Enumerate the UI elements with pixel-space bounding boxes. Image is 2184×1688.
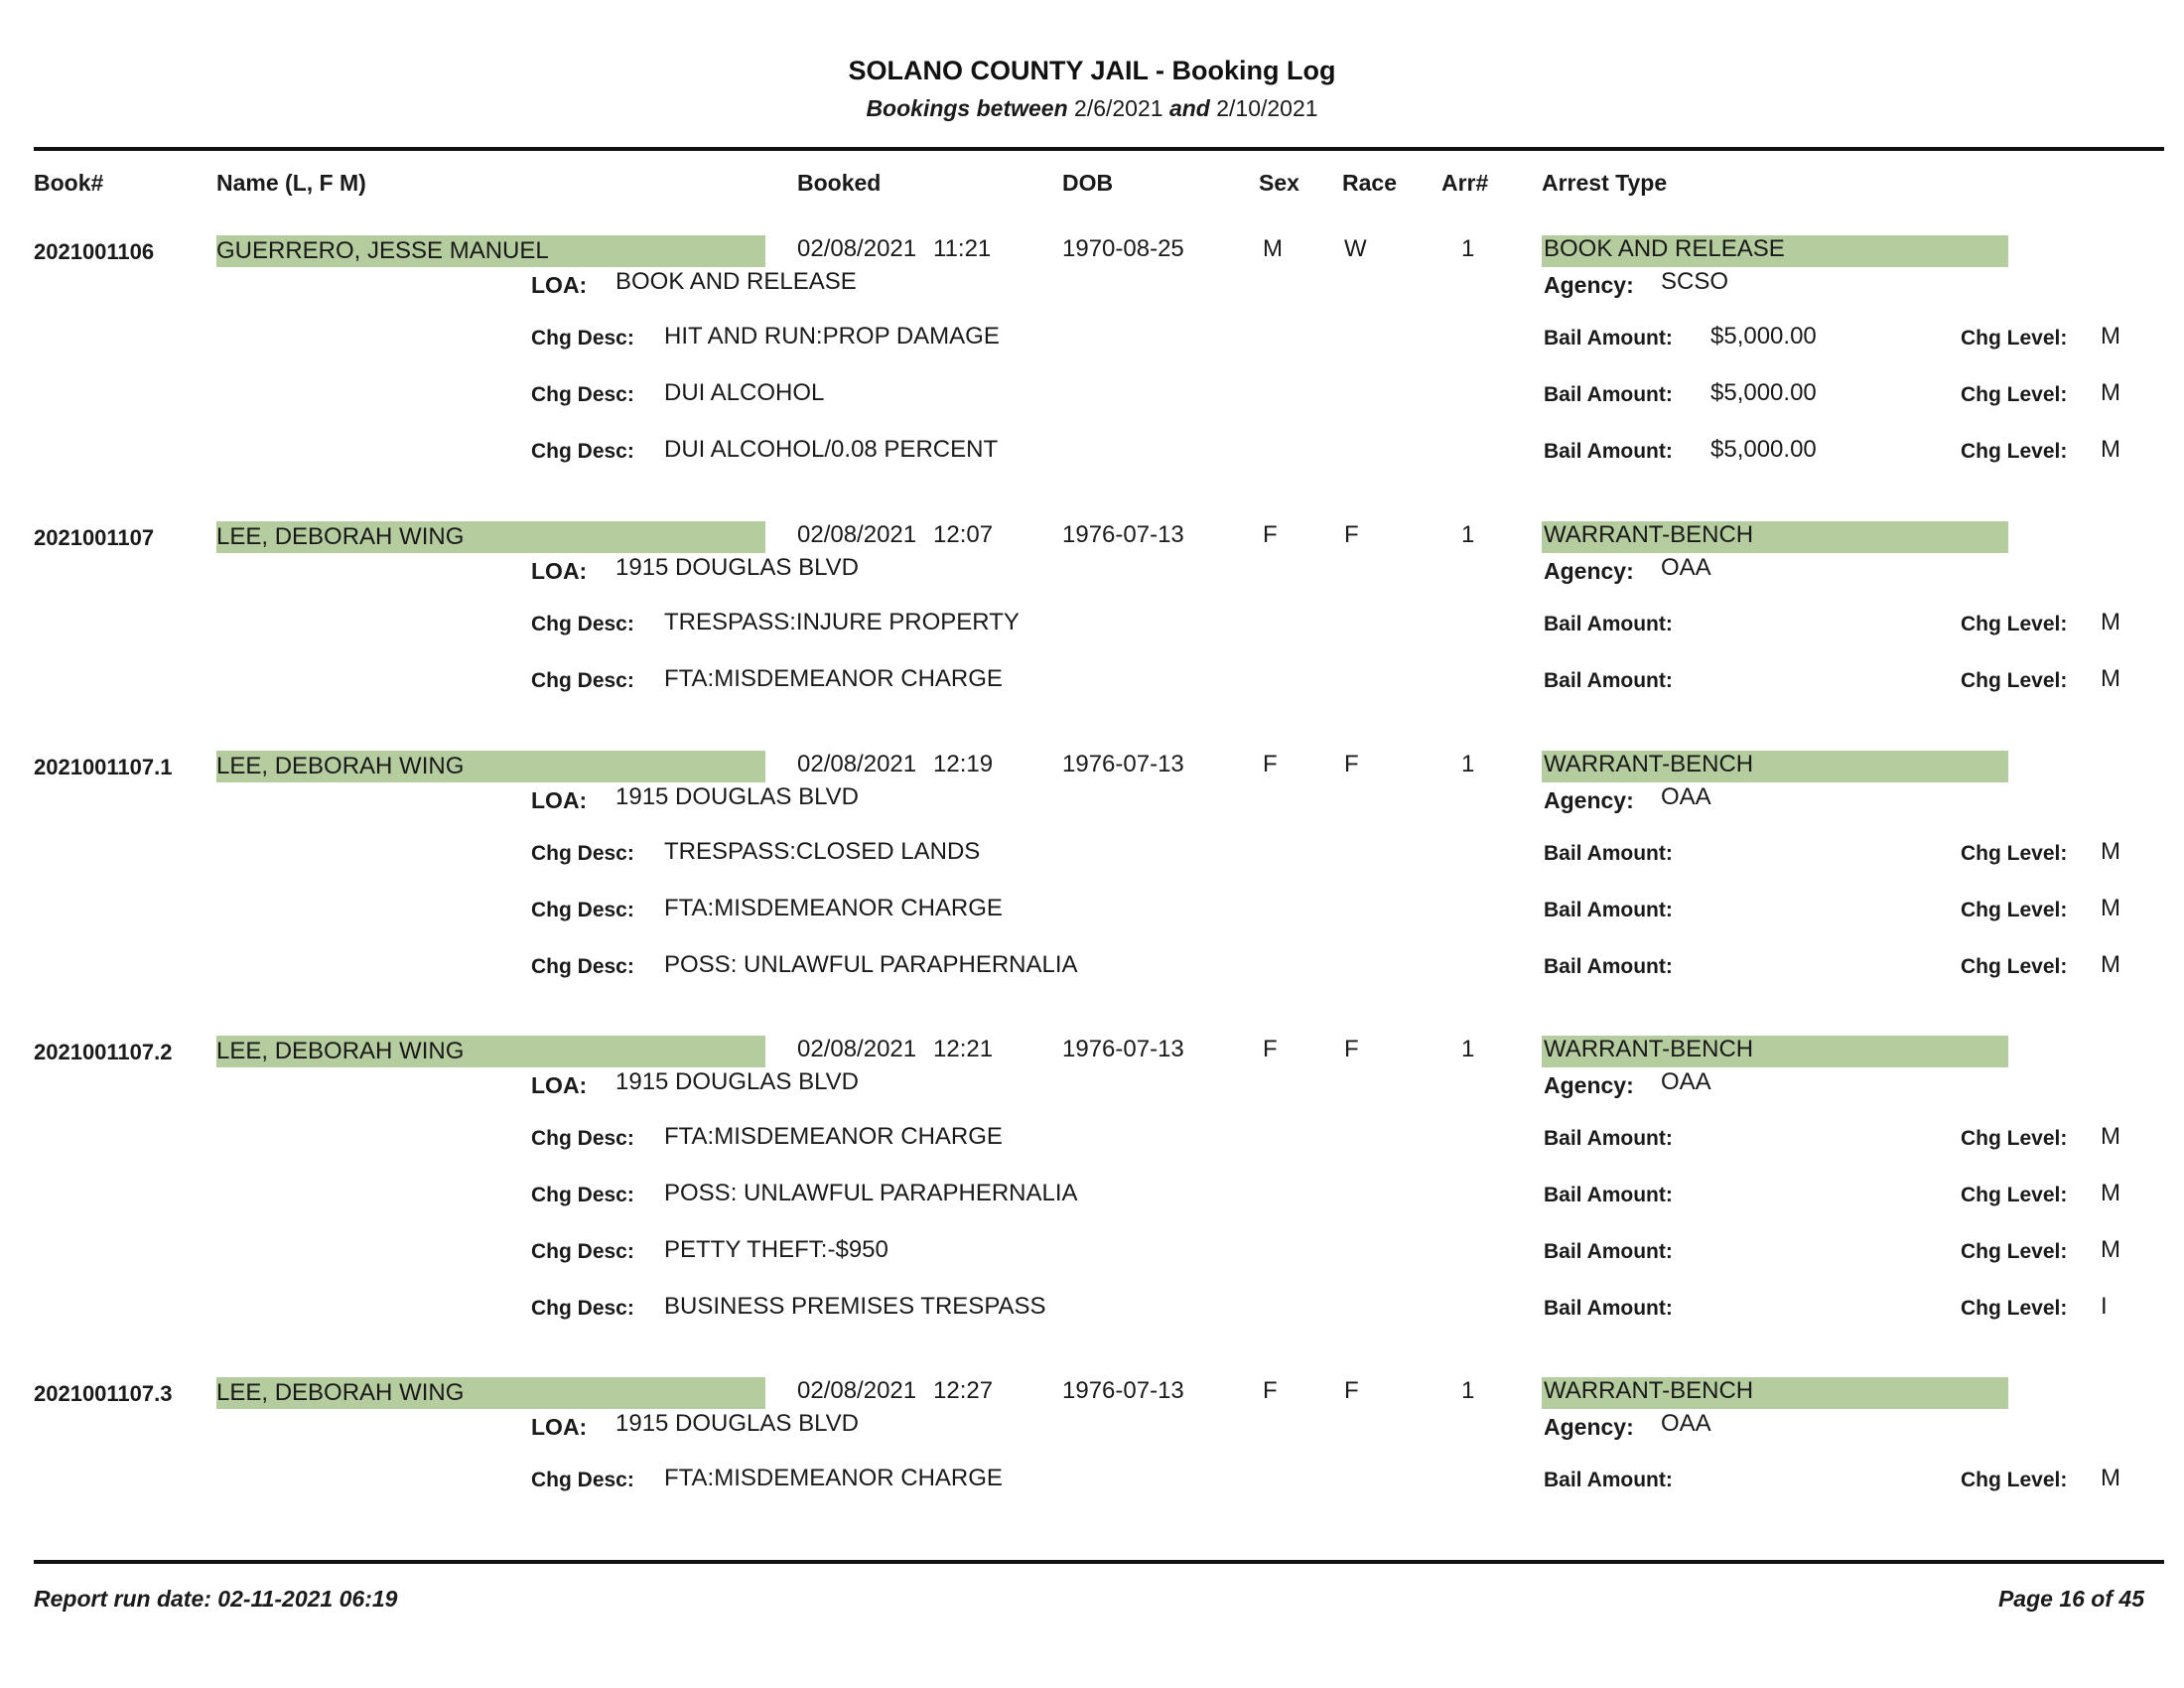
charge-desc-label: Chg Desc: [531, 440, 634, 463]
charge-level-label: Chg Level: [1961, 1184, 2068, 1206]
loa-value: 1915 DOUGLAS BLVD [615, 1410, 860, 1437]
sex: F [1263, 1036, 1278, 1062]
agency-label: Agency: [1544, 1414, 1634, 1440]
charge-level-label: Chg Level: [1961, 613, 2068, 635]
loa-label: LOA: [531, 787, 588, 813]
loa-label: LOA: [531, 1414, 588, 1440]
charge-level: M [2101, 436, 2120, 463]
bail-amount-label: Bail Amount: [1544, 1469, 1673, 1491]
inmate-name: GUERRERO, JESSE MANUEL [216, 237, 549, 264]
bail-amount-label: Bail Amount: [1544, 613, 1673, 635]
booked-date: 02/08/2021 [797, 235, 917, 262]
charge-row [0, 323, 2184, 350]
charge-level-label: Chg Level: [1961, 440, 2068, 463]
bail-amount-label: Bail Amount: [1544, 327, 1673, 350]
header-rule [34, 147, 2164, 151]
booked-time: 12:27 [933, 1377, 994, 1404]
charge-level: M [2101, 895, 2120, 921]
bail-amount-label: Bail Amount: [1544, 1240, 1673, 1263]
bail-amount-label: Bail Amount: [1544, 899, 1673, 921]
charge-row [0, 1293, 2184, 1320]
agency-value: OAA [1661, 1410, 1711, 1437]
col-arr: Arr# [1441, 170, 1489, 196]
inmate-name: LEE, DEBORAH WING [216, 1379, 465, 1406]
bail-amount-label: Bail Amount: [1544, 842, 1673, 865]
book-number: 2021001107 [34, 525, 155, 550]
charge-level-label: Chg Level: [1961, 899, 2068, 921]
booking-record [0, 751, 2184, 978]
subtitle-date-to: 2/10/2021 [1216, 95, 1318, 121]
book-number: 2021001107.2 [34, 1040, 173, 1064]
col-dob: DOB [1062, 170, 1114, 196]
charge-row [0, 1236, 2184, 1263]
charge-desc: DUI ALCOHOL [664, 379, 825, 406]
page-number: Page 16 of 45 [1997, 1586, 2144, 1612]
charge-desc: PETTY THEFT:-$950 [664, 1236, 888, 1263]
charge-desc: TRESPASS:INJURE PROPERTY [664, 609, 1020, 635]
charge-level-label: Chg Level: [1961, 955, 2068, 978]
booking-record [0, 1036, 2184, 1320]
booking-record [0, 1377, 2184, 1491]
race: F [1344, 521, 1359, 548]
col-race: Race [1342, 170, 1397, 196]
bail-amount-label: Bail Amount: [1544, 1184, 1673, 1206]
agency-value: OAA [1661, 1068, 1711, 1095]
charge-desc-label: Chg Desc: [531, 1469, 634, 1491]
bail-amount: $5,000.00 [1710, 323, 1817, 350]
arrest-number: 1 [1461, 751, 1475, 777]
inmate-name: LEE, DEBORAH WING [216, 1038, 465, 1064]
charge-desc-label: Chg Desc: [531, 842, 634, 865]
report-subtitle [0, 95, 2184, 122]
agency-label: Agency: [1544, 272, 1634, 298]
agency-label: Agency: [1544, 558, 1634, 584]
charge-row [0, 379, 2184, 406]
charge-level: I [2101, 1293, 2108, 1320]
inmate-name: LEE, DEBORAH WING [216, 753, 465, 779]
bail-amount: $5,000.00 [1710, 379, 1817, 406]
subtitle-mid: and [1168, 95, 1210, 121]
charge-desc-label: Chg Desc: [531, 613, 634, 635]
col-arrest-type: Arrest Type [1542, 170, 1668, 196]
agency-value: OAA [1661, 554, 1711, 581]
agency-value: SCSO [1661, 268, 1729, 295]
inmate-name: LEE, DEBORAH WING [216, 523, 465, 550]
loa-value: 1915 DOUGLAS BLVD [615, 783, 860, 810]
charge-desc: POSS: UNLAWFUL PARAPHERNALIA [664, 951, 1078, 978]
charge-desc-label: Chg Desc: [531, 327, 634, 350]
charge-level-label: Chg Level: [1961, 1127, 2068, 1150]
charge-level-label: Chg Level: [1961, 327, 2068, 350]
booked-date: 02/08/2021 [797, 1377, 917, 1404]
race: W [1344, 235, 1367, 262]
charge-desc: FTA:MISDEMEANOR CHARGE [664, 665, 1003, 692]
agency-label: Agency: [1544, 787, 1634, 813]
dob: 1970-08-25 [1062, 235, 1184, 262]
sex: F [1263, 521, 1278, 548]
charge-desc-label: Chg Desc: [531, 1184, 634, 1206]
booked-time: 11:21 [933, 235, 992, 262]
booked-time: 12:07 [933, 521, 994, 548]
race: F [1344, 1036, 1359, 1062]
bail-amount-label: Bail Amount: [1544, 669, 1673, 692]
charge-level: M [2101, 1236, 2120, 1263]
booked-date: 02/08/2021 [797, 1036, 917, 1062]
bail-amount-label: Bail Amount: [1544, 1127, 1673, 1150]
charge-desc: POSS: UNLAWFUL PARAPHERNALIA [664, 1180, 1078, 1206]
charge-level: M [2101, 1180, 2120, 1206]
charge-level-label: Chg Level: [1961, 1240, 2068, 1263]
booked-date: 02/08/2021 [797, 751, 917, 777]
col-sex: Sex [1259, 170, 1299, 196]
charge-level: M [2101, 665, 2120, 692]
charge-desc-label: Chg Desc: [531, 899, 634, 921]
arrest-type: WARRANT-BENCH [1544, 1377, 1754, 1404]
charge-desc-label: Chg Desc: [531, 1127, 634, 1150]
arrest-number: 1 [1461, 235, 1475, 262]
charge-row [0, 609, 2184, 635]
charge-row [0, 1465, 2184, 1491]
charge-row [0, 436, 2184, 463]
charge-desc: FTA:MISDEMEANOR CHARGE [664, 1465, 1003, 1491]
col-name: Name (L, F M) [216, 170, 366, 196]
charge-level-label: Chg Level: [1961, 669, 2068, 692]
dob: 1976-07-13 [1062, 1377, 1184, 1404]
charge-level: M [2101, 323, 2120, 350]
subtitle-prefix: Bookings between [866, 95, 1068, 121]
col-book: Book# [34, 170, 104, 196]
col-booked: Booked [797, 170, 882, 196]
charge-level: M [2101, 838, 2120, 865]
dob: 1976-07-13 [1062, 521, 1184, 548]
charge-row [0, 951, 2184, 978]
arrest-type: WARRANT-BENCH [1544, 1036, 1754, 1062]
dob: 1976-07-13 [1062, 1036, 1184, 1062]
book-number: 2021001106 [34, 239, 155, 264]
bail-amount-label: Bail Amount: [1544, 440, 1673, 463]
report-run-date: Report run date: 02-11-2021 06:19 [34, 1586, 398, 1612]
charge-desc-label: Chg Desc: [531, 1240, 634, 1263]
charge-desc-label: Chg Desc: [531, 669, 634, 692]
sex: M [1263, 235, 1283, 262]
booked-time: 12:21 [933, 1036, 994, 1062]
footer-rule [34, 1560, 2164, 1564]
charge-desc: DUI ALCOHOL/0.08 PERCENT [664, 436, 999, 463]
charge-desc: BUSINESS PREMISES TRESPASS [664, 1293, 1046, 1320]
book-number: 2021001107.1 [34, 755, 173, 779]
arrest-number: 1 [1461, 1377, 1475, 1404]
charge-level-label: Chg Level: [1961, 383, 2068, 406]
report-title: SOLANO COUNTY JAIL - Booking Log [848, 56, 1336, 85]
arrest-type: BOOK AND RELEASE [1544, 235, 1785, 262]
charge-desc-label: Chg Desc: [531, 383, 634, 406]
charge-row [0, 895, 2184, 921]
charge-row [0, 1123, 2184, 1150]
charge-row [0, 665, 2184, 692]
charge-desc: FTA:MISDEMEANOR CHARGE [664, 895, 1003, 921]
bail-amount: $5,000.00 [1710, 436, 1817, 463]
bail-amount-label: Bail Amount: [1544, 955, 1673, 978]
charge-level-label: Chg Level: [1961, 842, 2068, 865]
booked-time: 12:19 [933, 751, 994, 777]
sex: F [1263, 751, 1278, 777]
booking-record [0, 235, 2184, 463]
book-number: 2021001107.3 [34, 1381, 173, 1406]
charge-desc: FTA:MISDEMEANOR CHARGE [664, 1123, 1003, 1150]
booked-date: 02/08/2021 [797, 521, 917, 548]
agency-value: OAA [1661, 783, 1711, 810]
charge-level: M [2101, 951, 2120, 978]
charge-row [0, 1180, 2184, 1206]
charge-level: M [2101, 1123, 2120, 1150]
charge-desc: HIT AND RUN:PROP DAMAGE [664, 323, 1000, 350]
race: F [1344, 1377, 1359, 1404]
dob: 1976-07-13 [1062, 751, 1184, 777]
loa-label: LOA: [531, 272, 588, 298]
loa-label: LOA: [531, 1072, 588, 1098]
loa-label: LOA: [531, 558, 588, 584]
charge-level: M [2101, 379, 2120, 406]
charge-level-label: Chg Level: [1961, 1469, 2068, 1491]
charge-desc-label: Chg Desc: [531, 955, 634, 978]
race: F [1344, 751, 1359, 777]
bail-amount-label: Bail Amount: [1544, 1297, 1673, 1320]
charge-desc-label: Chg Desc: [531, 1297, 634, 1320]
arrest-number: 1 [1461, 1036, 1475, 1062]
agency-label: Agency: [1544, 1072, 1634, 1098]
charge-level: M [2101, 1465, 2120, 1491]
loa-value: 1915 DOUGLAS BLVD [615, 554, 860, 581]
charge-level-label: Chg Level: [1961, 1297, 2068, 1320]
booking-record [0, 521, 2184, 692]
charge-row [0, 838, 2184, 865]
loa-value: 1915 DOUGLAS BLVD [615, 1068, 860, 1095]
subtitle-date-from: 2/6/2021 [1074, 95, 1163, 121]
charge-level: M [2101, 609, 2120, 635]
arrest-type: WARRANT-BENCH [1544, 751, 1754, 777]
sex: F [1263, 1377, 1278, 1404]
bail-amount-label: Bail Amount: [1544, 383, 1673, 406]
arrest-type: WARRANT-BENCH [1544, 521, 1754, 548]
charge-desc: TRESPASS:CLOSED LANDS [664, 838, 981, 865]
arrest-number: 1 [1461, 521, 1475, 548]
loa-value: BOOK AND RELEASE [615, 268, 857, 295]
